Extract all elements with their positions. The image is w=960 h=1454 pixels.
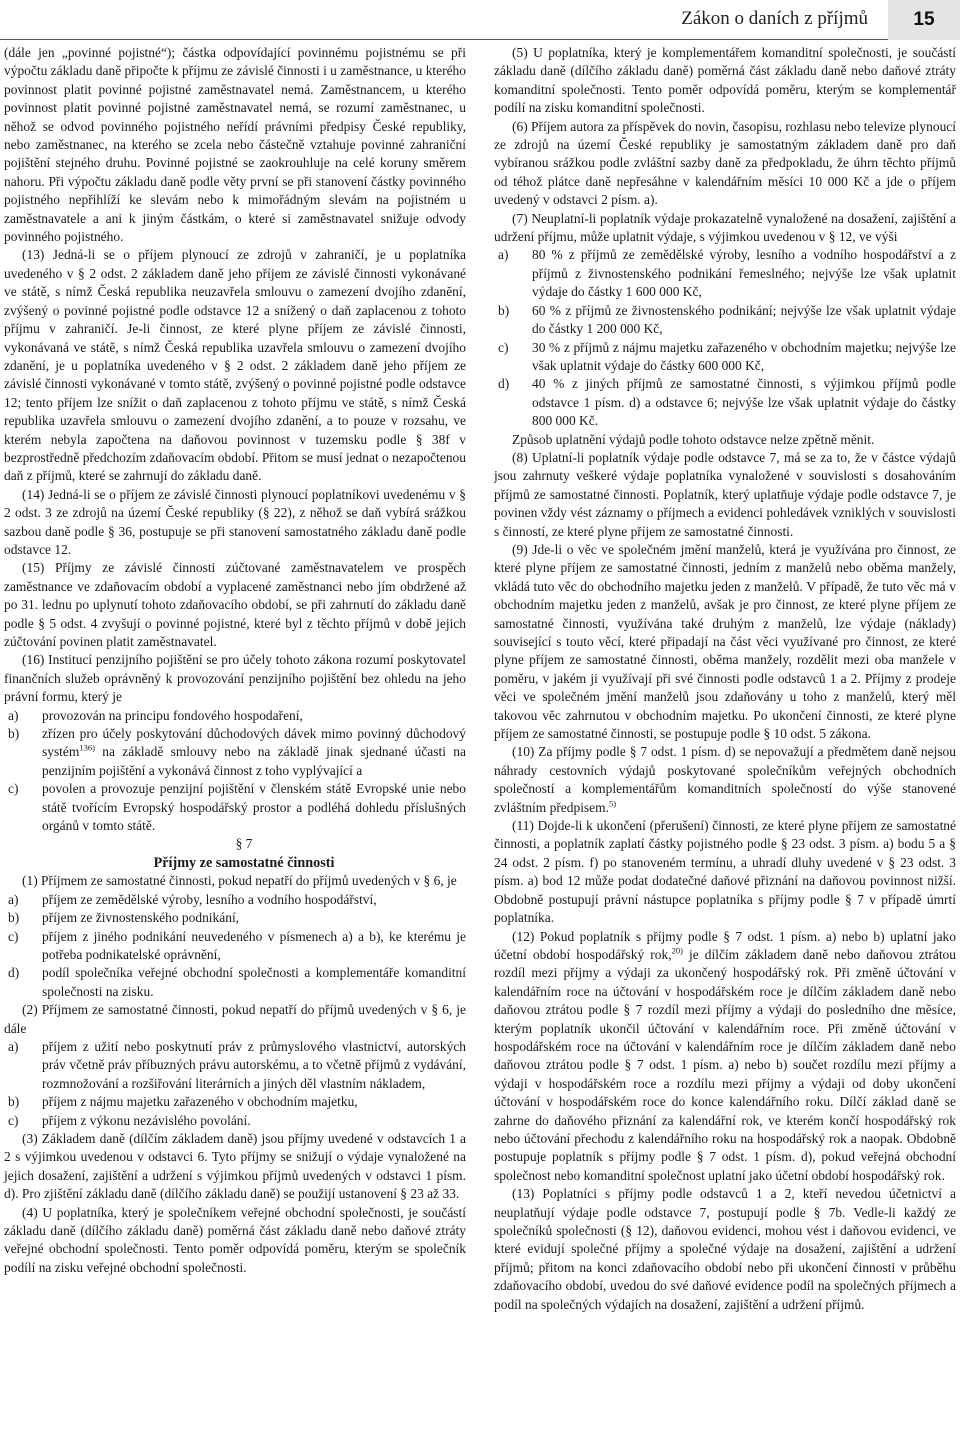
list-item-text-cont: na základě smlouvy nebo na základě jinak sjednané účasti na penzijním pojištění a vykonává činnost z toho vyplývající a: [42, 744, 466, 778]
s7-paragraph-2: (2) Příjmem ze samostatné činnosti, pokud nepatří do příjmů uvedených v § 6, je dále: [4, 1002, 466, 1036]
list-item-text: provozován na principu fondového hospodaření,: [42, 707, 303, 723]
list-item-text: podíl společníka veřejné obchodní společnosti a komplementáře komanditní společnosti na zisku.: [42, 965, 466, 999]
list-item: [4, 1093, 466, 1111]
header-rule: [0, 39, 888, 40]
section-title: Příjmy ze samostatné činnosti: [153, 854, 335, 871]
s7-paragraph-6: (6) Příjem autora za příspěvek do novin, časopisu, rozhlasu nebo televize plynoucí ze zdrojů na území České republiky je samostatným základem daně pro daň vybíranou srážkou podle zvláštní sazby daně za předpokladu, že úhrn těchto příjmů od téhož plátce daně nepřesáhne v kalendářním měsíci 10 000 Kč a jde o příjem uvedený v odstavci 2 písm. a).: [494, 118, 956, 208]
s7-paragraph-9: (9) Jde-li o věc ve společném jmění manželů, která je využívána pro činnost, ze které plyne příjem ze samostatné činnosti, jedním z manželů nebo oběma manžely, vkládá tuto věc do obchodního majetku jeden z manželů. V případě, že tuto věc má v obchodním majetku jeden z manželů, avšak je pro činnost, ze které plyne příjem ze samostatné činnosti, využívána také druhým z manželů, lze výdaje (náklady) související s touto věcí, které připadají na část věci využívané pro činnost, ze které plyne příjem ze samostatné činnosti, oběma manžely, rozdělit mezi oba manžele v poměru, v jakém ji využívají při své činnosti podle odstavců 1 a 2. Příjmy z prodeje věci ve společném jmění manželů jsou zdaňovány u toho z manželů, který měl takovou věc zahrnutou v obchodním majetku. Po ukončení činnosti, ze které plyne příjem ze samostatné činnosti, se postupuje podle § 10 odst. 5 zákona.: [494, 541, 956, 742]
list-marker: c): [8, 1112, 19, 1128]
running-title: Zákon o daních z příjmů: [681, 8, 868, 29]
list-marker: b): [498, 302, 510, 318]
s7-paragraph-2-list: [4, 1038, 466, 1130]
list-item: [4, 928, 466, 965]
list-item-text: příjem ze zemědělské výroby, lesního a vodního hospodářství,: [42, 891, 377, 907]
list-item: [4, 909, 466, 927]
list-item: [4, 964, 466, 1001]
list-item-text: 30 % z příjmů z nájmu majetku zařazeného v obchodním majetku; nejvýše lze však uplatnit výdaje do částky 600 000 Kč,: [532, 339, 956, 373]
s7-paragraph-13: (13) Poplatníci s příjmy podle odstavců 1 a 2, kteří nevedou účetnictví a neuplatňují výdaje podle odstavce 7, postupují podle § 7b. Vedle-li každý ze společníků společnosti (§ 12), daňovou evidenci, mohou vést i daňovou evidenci, ve které evidují společné příjmy a společné výdaje na dosažení, zajištění a udržení příjmů; přitom na konci zdaňovacího období nebo při ukončení činnosti v průběhu zdaňovacího období, uvedou do své daňové evidence podíl na společných příjmech a podíl na společných výdajích na dosažení, zajištění a udržení příjmů.: [494, 1186, 956, 1312]
s7-paragraph-10: [494, 743, 956, 817]
list-marker: a): [498, 247, 509, 263]
list-marker: d): [498, 376, 510, 392]
list-marker: c): [8, 781, 19, 797]
list-item: [494, 246, 956, 301]
right-column: [494, 44, 956, 1314]
list-item: [4, 1112, 466, 1130]
paragraph-text: (10) Za příjmy podle § 7 odst. 1 písm. d) se nepovažují a předmětem daně nejsou náhrady cestovních výdajů poskytované společníkům veřejných obchodních společností a komplementářům komanditních společností do výše stanovené zvláštním předpisem.: [494, 744, 956, 815]
s7-paragraph-7: (7) Neuplatní-li poplatník výdaje prokazatelně vynaložené na dosažení, zajištění a udržení příjmu, může uplatnit výdaje, s výjimkou uvedenou v § 12, ve výši: [494, 210, 956, 245]
page-header: [0, 0, 960, 40]
list-item: [4, 725, 466, 780]
list-marker: b): [8, 910, 20, 926]
paragraph-16: (16) Institucí penzijního pojištění se pro účely tohoto zákona rozumí poskytovatel finančních služeb oprávněný k provozování penzijního pojištění bez ohledu na jeho právní formu, který je: [4, 652, 466, 705]
s7-paragraph-1-list: [4, 891, 466, 1001]
footnote-ref: 20): [671, 945, 683, 956]
s7-paragraph-4: (4) U poplatníka, který je společníkem veřejné obchodní společnosti, je součástí základu daně (dílčího základu daně) poměrná část základu daně nebo daňové ztráty veřejné obchodní společnosti. Tento poměr odpovídá poměru, kterým se společník podílí na zisku veřejné obchodní společnosti.: [4, 1204, 466, 1275]
list-item-text: příjem ze živnostenského podnikání,: [42, 910, 240, 926]
s7-paragraph-7-tail: Způsob uplatnění výdajů podle tohoto odstavce nelze zpětně měnit.: [512, 431, 875, 447]
footnote-ref: 136): [79, 742, 95, 753]
list-item: [494, 302, 956, 339]
list-marker: c): [498, 339, 509, 355]
list-item-text: příjem z nájmu majetku zařazeného v obchodním majetku,: [42, 1094, 358, 1110]
list-item-text: 80 % z příjmů ze zemědělské výroby, lesního a vodního hospodářství a z příjmů z živnostenského podnikání řemeslného; nejvýše lze však uplatnit výdaje do částky 1 600 000 Kč,: [532, 247, 956, 300]
list-marker: d): [8, 965, 20, 981]
list-item-text: zřízen pro účely poskytování důchodových dávek mimo povinný důchodový systém: [42, 726, 466, 760]
left-column: [4, 44, 466, 1277]
list-item-text: 40 % z jiných příjmů ze samostatné činnosti, s výjimkou příjmů podle odstavce 1 písm. d) a odstavce 6; nejvýše lze však uplatnit výdaje do částky 800 000 Kč.: [532, 376, 956, 429]
list-item-text: 60 % z příjmů ze živnostenského podnikání; nejvýše lze však uplatnit výdaje do částky 1 200 000 Kč,: [532, 302, 956, 337]
s7-paragraph-11: (11) Dojde-li k ukončení (přerušení) činnosti, ze které plyne příjem ze samostatné činnosti, a poplatník zaplatí částky pojistného podle § 23 odst. 3 písm. a) bodu 5 a § 24 odst. 2 písm. f) po stanoveném termínu, a uhradí dluhy uvedené v § 23 odst. 3 písm. a) bod 12 může podat dodatečné daňové přiznání na daňovou povinnost nižší. Obdobně postupují právní nástupce poplatníka s příjmy podle § 7 v případě úmrtí poplatníka.: [494, 818, 956, 926]
list-item: [4, 1038, 466, 1093]
paragraph-12-continued: (dále jen „povinné pojistné“); částka odpovídající povinnému pojistnému se při výpočtu základu daně připočte k příjmu ze závislé činnosti i u zaměstnance, u kterého povinnost platit povinné pojistné zaměstnavatel nemá. Zaměstnancem, u kterého povinnost platit povinné pojistné zaměstnavatel nemá, se rozumí zaměstnanec, u něhož se odvod povinného pojistného neřídí právními předpisy České republiky, nebo zaměstnanec, na kterého se zcela nebo částečně vztahuje povinné zahraniční pojištění stejného druhu. Povinné pojistné se zaokrouhluje na celé koruny směrem nahoru. Při výpočtu základu daně podle věty první se při stanovení částky povinného pojistného nepřihlíží ke slevám nebo k mimořádným slevám na pojistném u zaměstnavatele a ani k jiným částkám, o které si zaměstnavatel snižuje odvody povinného pojistného.: [4, 45, 466, 245]
s7-paragraph-12: [494, 928, 956, 1186]
list-marker: b): [8, 1094, 20, 1110]
list-marker: a): [8, 707, 19, 723]
list-item: [4, 707, 466, 725]
s7-paragraph-1: (1) Příjmem ze samostatné činnosti, pokud nepatří do příjmů uvedených v § 6, je: [22, 873, 457, 889]
paragraph-13: (13) Jedná-li se o příjem plynoucí ze zdrojů v zahraničí, je u poplatníka uvedeného v § 2 odst. 2 základem daně jeho příjem ze závislé činnosti vykonávané ve státě, s nímž Česká republika neuzavřela smlouvu o zamezení dvojího zdanění, zvýšený o povinné pojistné podle odstavce 12 a snížený o daň zaplacenou z tohoto příjmu v zahraničí. Je-li činnost, ze které plyne příjem ze závislé činnosti, vykonávaná ve státě, s nímž Česká republika uzavřela smlouvu o zamezení dvojího zdanění, je u poplatníka uvedeného v § 2 odst. 2 základem daně jeho příjem ze závislé činnosti vykonávané v tomto státě, zvýšený o povinné pojistné podle odstavce 12; tento příjem lze snížit o daň zaplacenou z tohoto příjmu ve státě, s nímž Česká republika uzavřela smlouvu o zamezení dvojího zdanění, a to pouze v rozsahu, ve kterém nebyla započtena na daňovou povinnost v tuzemsku podle § 38f v bezprostředně předchozím zdaňovacím období. Přitom se musí jednat o nezapočtenou daň z příjmů, které se zahrnují do základu daně.: [4, 247, 466, 484]
paragraph-16-list: [4, 707, 466, 836]
page-number: 15: [888, 0, 960, 40]
list-item-text: příjem z výkonu nezávislého povolání.: [42, 1112, 251, 1128]
s7-paragraph-3: (3) Základem daně (dílčím základem daně) jsou příjmy uvedené v odstavcích 1 a 2 s výjimkou uvedenou v odstavci 6. Tyto příjmy se snižují o výdaje vynaložené na jejich dosažení, zajištění a udržení s výjimkou příjmů uvedených v odstavci 1 písm. d). Pro zjištění základu daně (dílčího základu daně) se použijí ustanovení § 23 až 33.: [4, 1130, 466, 1202]
section-number: § 7: [235, 836, 253, 852]
list-item: [4, 891, 466, 909]
paragraph-text-cont: je dílčím základem daně nebo daňovou ztrátou rozdíl mezi příjmy a výdaji za ukončený hospodářský rok. Při změně účtování v kalendářním roce na účtování v hospodářském roce je dílčím základem daně nebo daňovou ztrátou podle § 7 rozdíl mezi příjmy a výdaji do posledního dne měsíce, kterým poplatník ukončil účtování v kalendářním roce. Při změně účtování v hospodářském roce na účtování v kalendářním roce je dílčím základem daně nebo daňovou ztrátou podle § 7 odst. 1 písm. a) nebo b) součet rozdílu mezi příjmy a výdaji v hospodářském roce a rozdílu mezi příjmy a výdaji od doby ukončení účtování v hospodářském roce do konce kalendářního roku. Dílčí základ daně se zahrne do daňového přiznání za kalendářní rok, ve kterém končí hospodářský rok nebo účtování přechodu z kalendářního roku na hospodářský rok a naopak. Obdobně postupuje poplatník s příjmy podle § 7 odst. 1 písm. d), pokud veřejná obchodní společnost nebo komanditní společnost uplatní jako účetní období hospodářský rok.: [494, 946, 956, 1183]
list-marker: b): [8, 726, 20, 742]
paragraph-text: (12) Pokud poplatník s příjmy podle § 7 odst. 1 písm. a) nebo b) uplatní jako účetní období hospodářský rok,: [494, 928, 956, 962]
s7-paragraph-7-list: [494, 246, 956, 430]
list-marker: a): [8, 1038, 19, 1054]
list-marker: c): [8, 928, 19, 944]
list-item-text: příjem z jiného podnikání neuvedeného v písmenech a) a b), ke kterému je potřeba podnikatelské oprávnění,: [42, 928, 466, 962]
s7-paragraph-5: (5) U poplatníka, který je komplementářem komanditní společnosti, je součástí základu daně (dílčího základu daně) poměrná část základu daně nebo daňové ztráty komanditní společnosti. Tento poměr odpovídá poměru, kterým se komplementář podílí na zisku komanditní společnosti.: [494, 45, 956, 116]
list-item: [494, 375, 956, 430]
footnote-ref: 5): [608, 798, 617, 809]
s7-paragraph-8: (8) Uplatní-li poplatník výdaje podle odstavce 7, má se za to, že v částce výdajů jsou zahrnuty veškeré výdaje poplatníka vynaložené v souvislosti s dosahováním příjmů ze samostatné činnosti. Poplatník, který uplatňuje výdaje podle odstavce 7, je povinen vždy vést záznamy o příjmech a evidenci pohledávek vzniklých v souvislosti s činností, ze které plyne příjem ze samostatné činnosti.: [494, 449, 956, 539]
list-item-text: povolen a provozuje penzijní pojištění v členském státě Evropské unie nebo státě tvořícím Evropský hospodářský prostor a podléhá dohledu příslušných orgánů v tomto státě.: [42, 781, 466, 834]
list-item-text: příjem z užití nebo poskytnutí práv z průmyslového vlastnictví, autorských práv včetně práv příbuzných právu autorskému, a to včetně příjmů z vydávání, rozmnožování a rozšiřování literárních a jiných děl vlastním nákladem,: [42, 1038, 466, 1091]
paragraph-15: (15) Příjmy ze závislé činnosti zúčtované zaměstnavatelem ve prospěch zaměstnance ve zdaňovacím období a vyplacené zaměstnanci nebo jím obdržené až po 31. lednu po uplynutí tohoto zdaňovacího období, se při zahrnutí do základu daně podle § 5 odst. 4 zvyšují o povinné pojistné, které byl z těchto příjmů v době jejich zúčtování povinen platit zaměstnavatel.: [4, 560, 466, 649]
list-marker: a): [8, 891, 19, 907]
list-item: [4, 780, 466, 835]
list-item: [494, 339, 956, 376]
paragraph-14: (14) Jedná-li se o příjem ze závislé činnosti plynoucí poplatníkovi uvedenému v § 2 odst. 3 ze zdrojů na území České republiky (§ 22), z něhož se daň vybírá srážkou sazbou daně podle § 36, postupuje se při stanovení samostatného základu daně podle odstavce 12.: [4, 486, 466, 557]
